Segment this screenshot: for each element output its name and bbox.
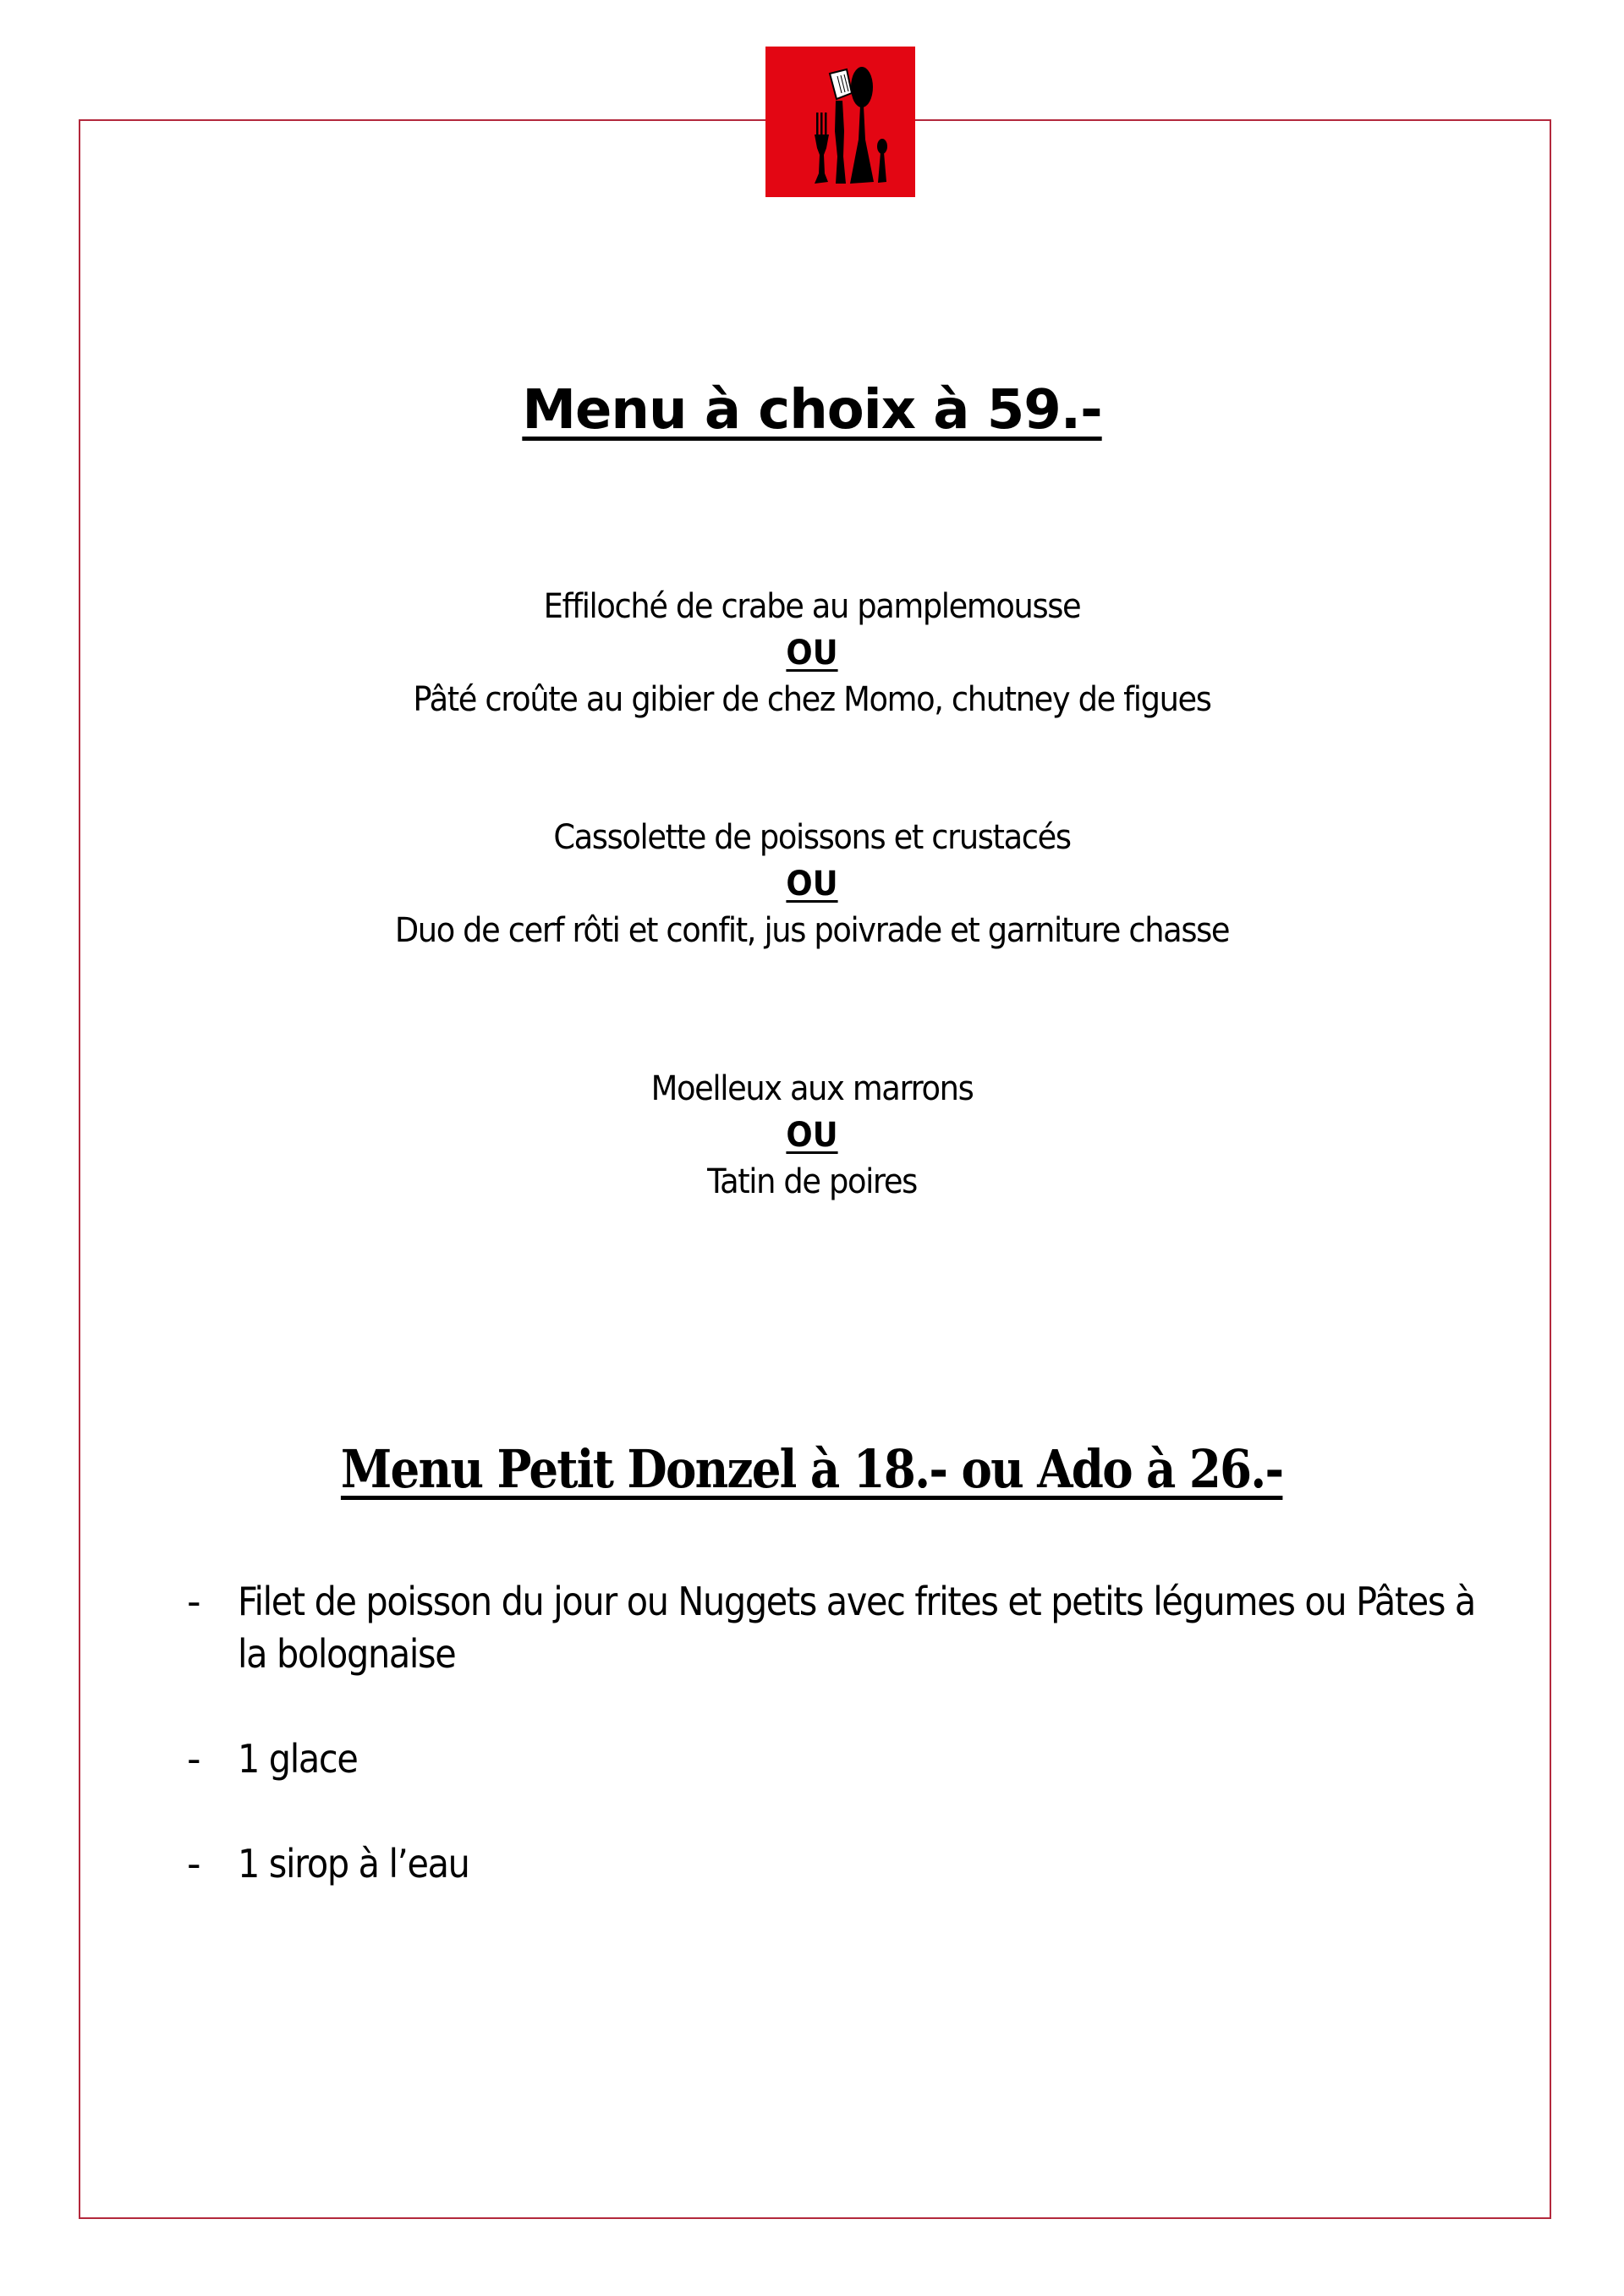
course-option-a: Cassolette de poissons et crustacés xyxy=(553,818,1071,857)
or-separator: OU xyxy=(786,865,838,904)
course-option-b: Pâté croûte au gibier de chez Momo, chutney de figues xyxy=(413,680,1211,719)
menu-enfant-title-text: Menu Petit Donzel à 18.- ou Ado à 26.- xyxy=(341,1438,1283,1500)
menu-choix-title xyxy=(0,379,1624,442)
list-item-text: 1 sirop à l’eau xyxy=(238,1841,469,1887)
course-option-b: Tatin de poires xyxy=(707,1162,917,1201)
list-item-text: Filet de poisson du jour ou Nuggets avec frites et petits légumes ou Pâtes à la bolognaise xyxy=(238,1579,1475,1677)
bullet-dash: - xyxy=(187,1736,200,1782)
list-item-text: 1 glace xyxy=(238,1736,358,1782)
bullet-dash: - xyxy=(187,1841,200,1887)
cutlery-icon xyxy=(765,47,915,197)
course-option-a: Effiloché de crabe au pamplemousse xyxy=(543,587,1081,626)
restaurant-logo xyxy=(765,47,915,197)
list-item xyxy=(182,1733,1501,1785)
course-option-b: Duo de cerf rôti et confit, jus poivrade et garniture chasse xyxy=(394,911,1230,950)
course-option-a: Moelleux aux marrons xyxy=(650,1069,974,1108)
course-main xyxy=(65,815,1559,954)
course-dessert xyxy=(65,1066,1559,1206)
or-separator: OU xyxy=(786,1116,838,1155)
list-item xyxy=(182,1575,1501,1680)
list-item xyxy=(182,1837,1501,1890)
kids-menu-list xyxy=(182,1575,1501,1942)
or-separator: OU xyxy=(786,634,838,673)
menu-enfant-title xyxy=(0,1438,1624,1500)
course-starter xyxy=(65,584,1559,723)
menu-choix-title-text: Menu à choix à 59.- xyxy=(522,379,1102,442)
bullet-dash: - xyxy=(187,1579,200,1624)
